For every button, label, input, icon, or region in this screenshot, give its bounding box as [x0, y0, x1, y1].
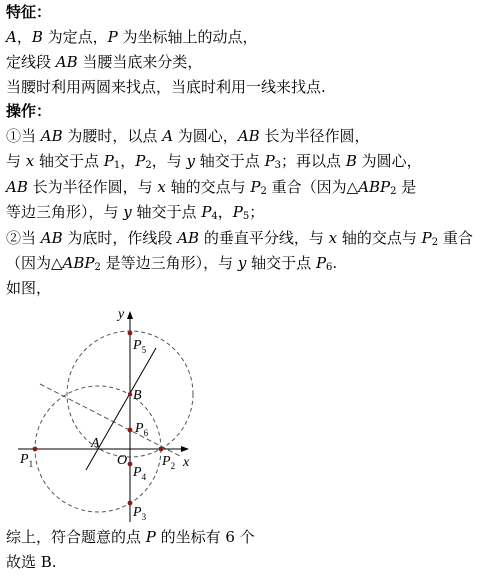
perpendicular-bisector	[40, 384, 180, 456]
features-line-2: 定线段 AB 当腰当底来分类，	[6, 53, 203, 71]
operations-line-2: 与 x 轴交于点 $P_1$，$P_2$，与 y 轴交于点 $P_3$；再以点 B 为圆心，	[6, 152, 422, 171]
p2-label: $P_2$	[162, 454, 176, 471]
operations-line-4: 等边三角形），与 y 轴交于点 $P_4$，$P_5$；	[6, 203, 265, 222]
p3-label: $P_3$	[133, 505, 147, 522]
operations-line-7: 如图，	[6, 279, 52, 297]
x-axis-label: x	[183, 455, 190, 470]
point-p1	[33, 447, 38, 452]
p4-label: $P_4$	[133, 465, 147, 482]
line-ab	[86, 348, 156, 470]
p5-label: $P_5$	[133, 338, 147, 355]
operations-line-5: ②当 AB 为底时，作线段 AB 的垂直平分线，与 x 轴的交点与 $P_2$ 重合	[6, 229, 473, 248]
y-axis-arrow	[127, 311, 133, 319]
conclusion-line: 综上，符合题意的点 P 的坐标有 6 个	[6, 528, 255, 546]
answer-line: 故选 B.	[6, 553, 57, 571]
point-a-label: A	[91, 436, 100, 451]
operations-line-3: AB 长为半径作圆，与 x 轴的交点与 $P_2$ 重合（因为$\triangle ABP_2$ 是	[6, 178, 417, 197]
p1-label: $P_1$	[20, 452, 34, 469]
operations-line-6: （因为$\triangle ABP_2$ 是等边三角形），与 y 轴交于点 $P_6$.	[6, 254, 338, 273]
geometry-figure	[0, 303, 210, 525]
y-axis-label: y	[118, 307, 125, 322]
p6-label: $P_6$	[135, 421, 149, 438]
features-line-3: 当腰时利用两圆来找点，当底时利用一线来找点.	[6, 78, 326, 96]
operations-line-1: ①当 AB 为腰时，以点 A 为圆心，AB 长为半径作圆，	[6, 127, 370, 145]
point-p3	[128, 501, 133, 506]
point-p4	[128, 462, 133, 467]
features-line-1: A，B 为定点，P 为坐标轴上的动点，	[6, 28, 258, 46]
x-axis-arrow	[181, 446, 189, 452]
point-b-label: B	[133, 388, 142, 403]
origin-label: O	[117, 453, 128, 468]
point-b	[128, 392, 132, 396]
point-p2	[159, 447, 164, 452]
point-p6	[128, 428, 133, 433]
features-heading: 特征：	[6, 3, 52, 21]
point-p5	[128, 331, 133, 336]
operations-heading: 操作：	[6, 102, 52, 120]
